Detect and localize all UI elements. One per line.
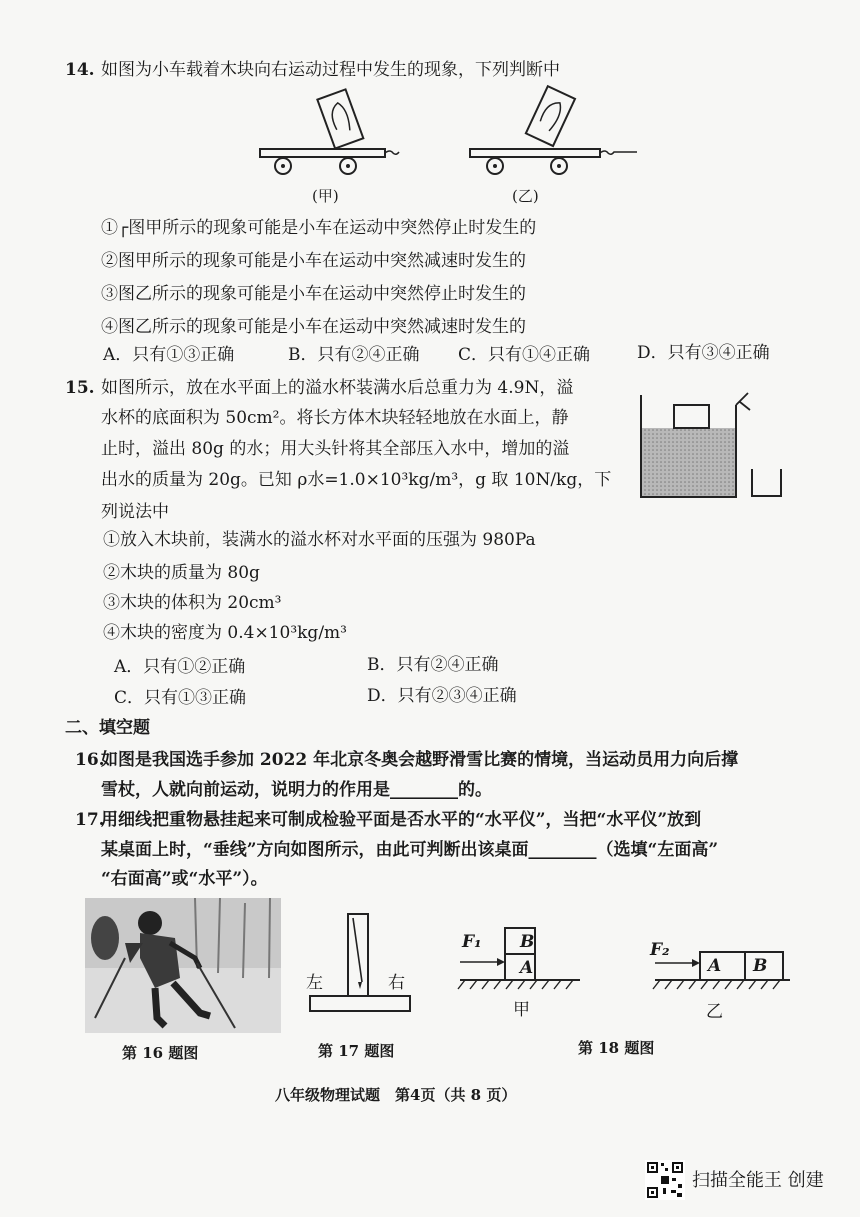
q18-f2-label: F₂ bbox=[650, 940, 670, 960]
q15-line-3: 止时，溢出 80g 的水；用大头针将其全部压入水中，增加的溢 bbox=[101, 439, 570, 459]
caption-fig17: 第 17 题图 bbox=[318, 1042, 395, 1060]
q14-statement-2: ②图甲所示的现象可能是小车在运动中突然减速时发生的 bbox=[101, 251, 526, 271]
q17-left-label: 左 bbox=[306, 973, 323, 993]
q14-number: 14. bbox=[65, 60, 95, 80]
q15-line-4: 出水的质量为 20g。已知 ρ水=1.0×10³kg/m³，g 取 10N/kg，下 bbox=[101, 470, 612, 490]
q15-statement-2: ②木块的质量为 80g bbox=[103, 563, 260, 583]
q14-option-a: A．只有①③正确 bbox=[103, 345, 235, 365]
q15-option-c: C．只有①③正确 bbox=[114, 688, 247, 708]
q15-line-5: 列说法中 bbox=[101, 502, 169, 522]
scanner-watermark: 扫描全能王 创建 bbox=[692, 1170, 824, 1191]
q18-label-jia: 甲 bbox=[513, 1000, 530, 1020]
q15-option-d: D．只有②③④正确 bbox=[367, 686, 517, 706]
q15-overflow-cup-figure bbox=[636, 385, 786, 505]
page-footer: 八年级物理试题 第4页（共 8 页） bbox=[275, 1086, 517, 1104]
q18-label-yi: 乙 bbox=[706, 1002, 723, 1022]
q14-stem: 如图为小车载着木块向右运动过程中发生的现象，下列判断中 bbox=[101, 60, 560, 80]
caption-fig16: 第 16 题图 bbox=[122, 1044, 199, 1062]
q17-right-label: 右 bbox=[388, 973, 405, 993]
q15-line-1: 如图所示，放在水平面上的溢水杯装满水后总重力为 4.9N，溢 bbox=[101, 378, 574, 398]
q15-statement-4: ④木块的密度为 0.4×10³kg/m³ bbox=[103, 623, 347, 643]
q14-statement-1: ①┌图甲所示的现象可能是小车在运动中突然停止时发生的 bbox=[101, 218, 537, 238]
q18-figure-yi bbox=[650, 945, 795, 995]
q18-block-b-top: B bbox=[520, 932, 535, 952]
q18-block-b: B bbox=[753, 956, 768, 976]
qr-code-icon bbox=[645, 1160, 685, 1200]
q14-option-d: D．只有③④正确 bbox=[637, 343, 770, 363]
q14-statement-4: ④图乙所示的现象可能是小车在运动中突然减速时发生的 bbox=[101, 317, 526, 337]
q16-line-1: 如图是我国选手参加 2022 年北京冬奥会越野滑雪比赛的情境，当运动员用力向后撑 bbox=[101, 750, 739, 770]
q14-figure-jia bbox=[255, 88, 415, 178]
q15-line-2: 水杯的底面积为 50cm²。将长方体木块轻轻地放在水面上，静 bbox=[101, 408, 569, 428]
q17-line-1: 用细线把重物悬挂起来可制成检验平面是否水平的“水平仪”，当把“水平仪”放到 bbox=[101, 810, 702, 830]
q18-block-a-bottom: A bbox=[520, 958, 534, 978]
q17-line-3: “右面高”或“水平”）。 bbox=[101, 869, 268, 889]
q17-level-figure bbox=[300, 910, 420, 1020]
q17-line-2: 某桌面上时，“垂线”方向如图所示，由此可判断出该桌面________（选填“左面高” bbox=[101, 840, 719, 860]
q15-number: 15. bbox=[65, 378, 95, 398]
q17-number: 17. bbox=[75, 810, 105, 830]
q15-option-b: B．只有②④正确 bbox=[367, 655, 499, 675]
q14-label-yi: (乙) bbox=[512, 187, 539, 205]
q15-statement-3: ③木块的体积为 20cm³ bbox=[103, 593, 282, 613]
q16-line-2: 雪杖，人就向前运动，说明力的作用是________的。 bbox=[101, 780, 492, 800]
q16-number: 16. bbox=[75, 750, 105, 770]
q16-skier-photo bbox=[85, 898, 281, 1033]
q14-option-b: B．只有②④正确 bbox=[288, 345, 420, 365]
q14-statement-3: ③图乙所示的现象可能是小车在运动中突然停止时发生的 bbox=[101, 284, 526, 304]
q15-option-a: A．只有①②正确 bbox=[114, 657, 246, 677]
q14-option-c: C．只有①④正确 bbox=[458, 345, 591, 365]
q18-f1-label: F₁ bbox=[462, 932, 482, 952]
caption-fig18: 第 18 题图 bbox=[578, 1039, 655, 1057]
q18-block-a: A bbox=[708, 956, 722, 976]
q14-figure-yi bbox=[465, 85, 640, 180]
q15-statement-1: ①放入木块前，装满水的溢水杯对水平面的压强为 980Pa bbox=[103, 530, 536, 550]
q14-label-jia: (甲) bbox=[312, 187, 339, 205]
section-heading: 二、填空题 bbox=[65, 718, 150, 738]
